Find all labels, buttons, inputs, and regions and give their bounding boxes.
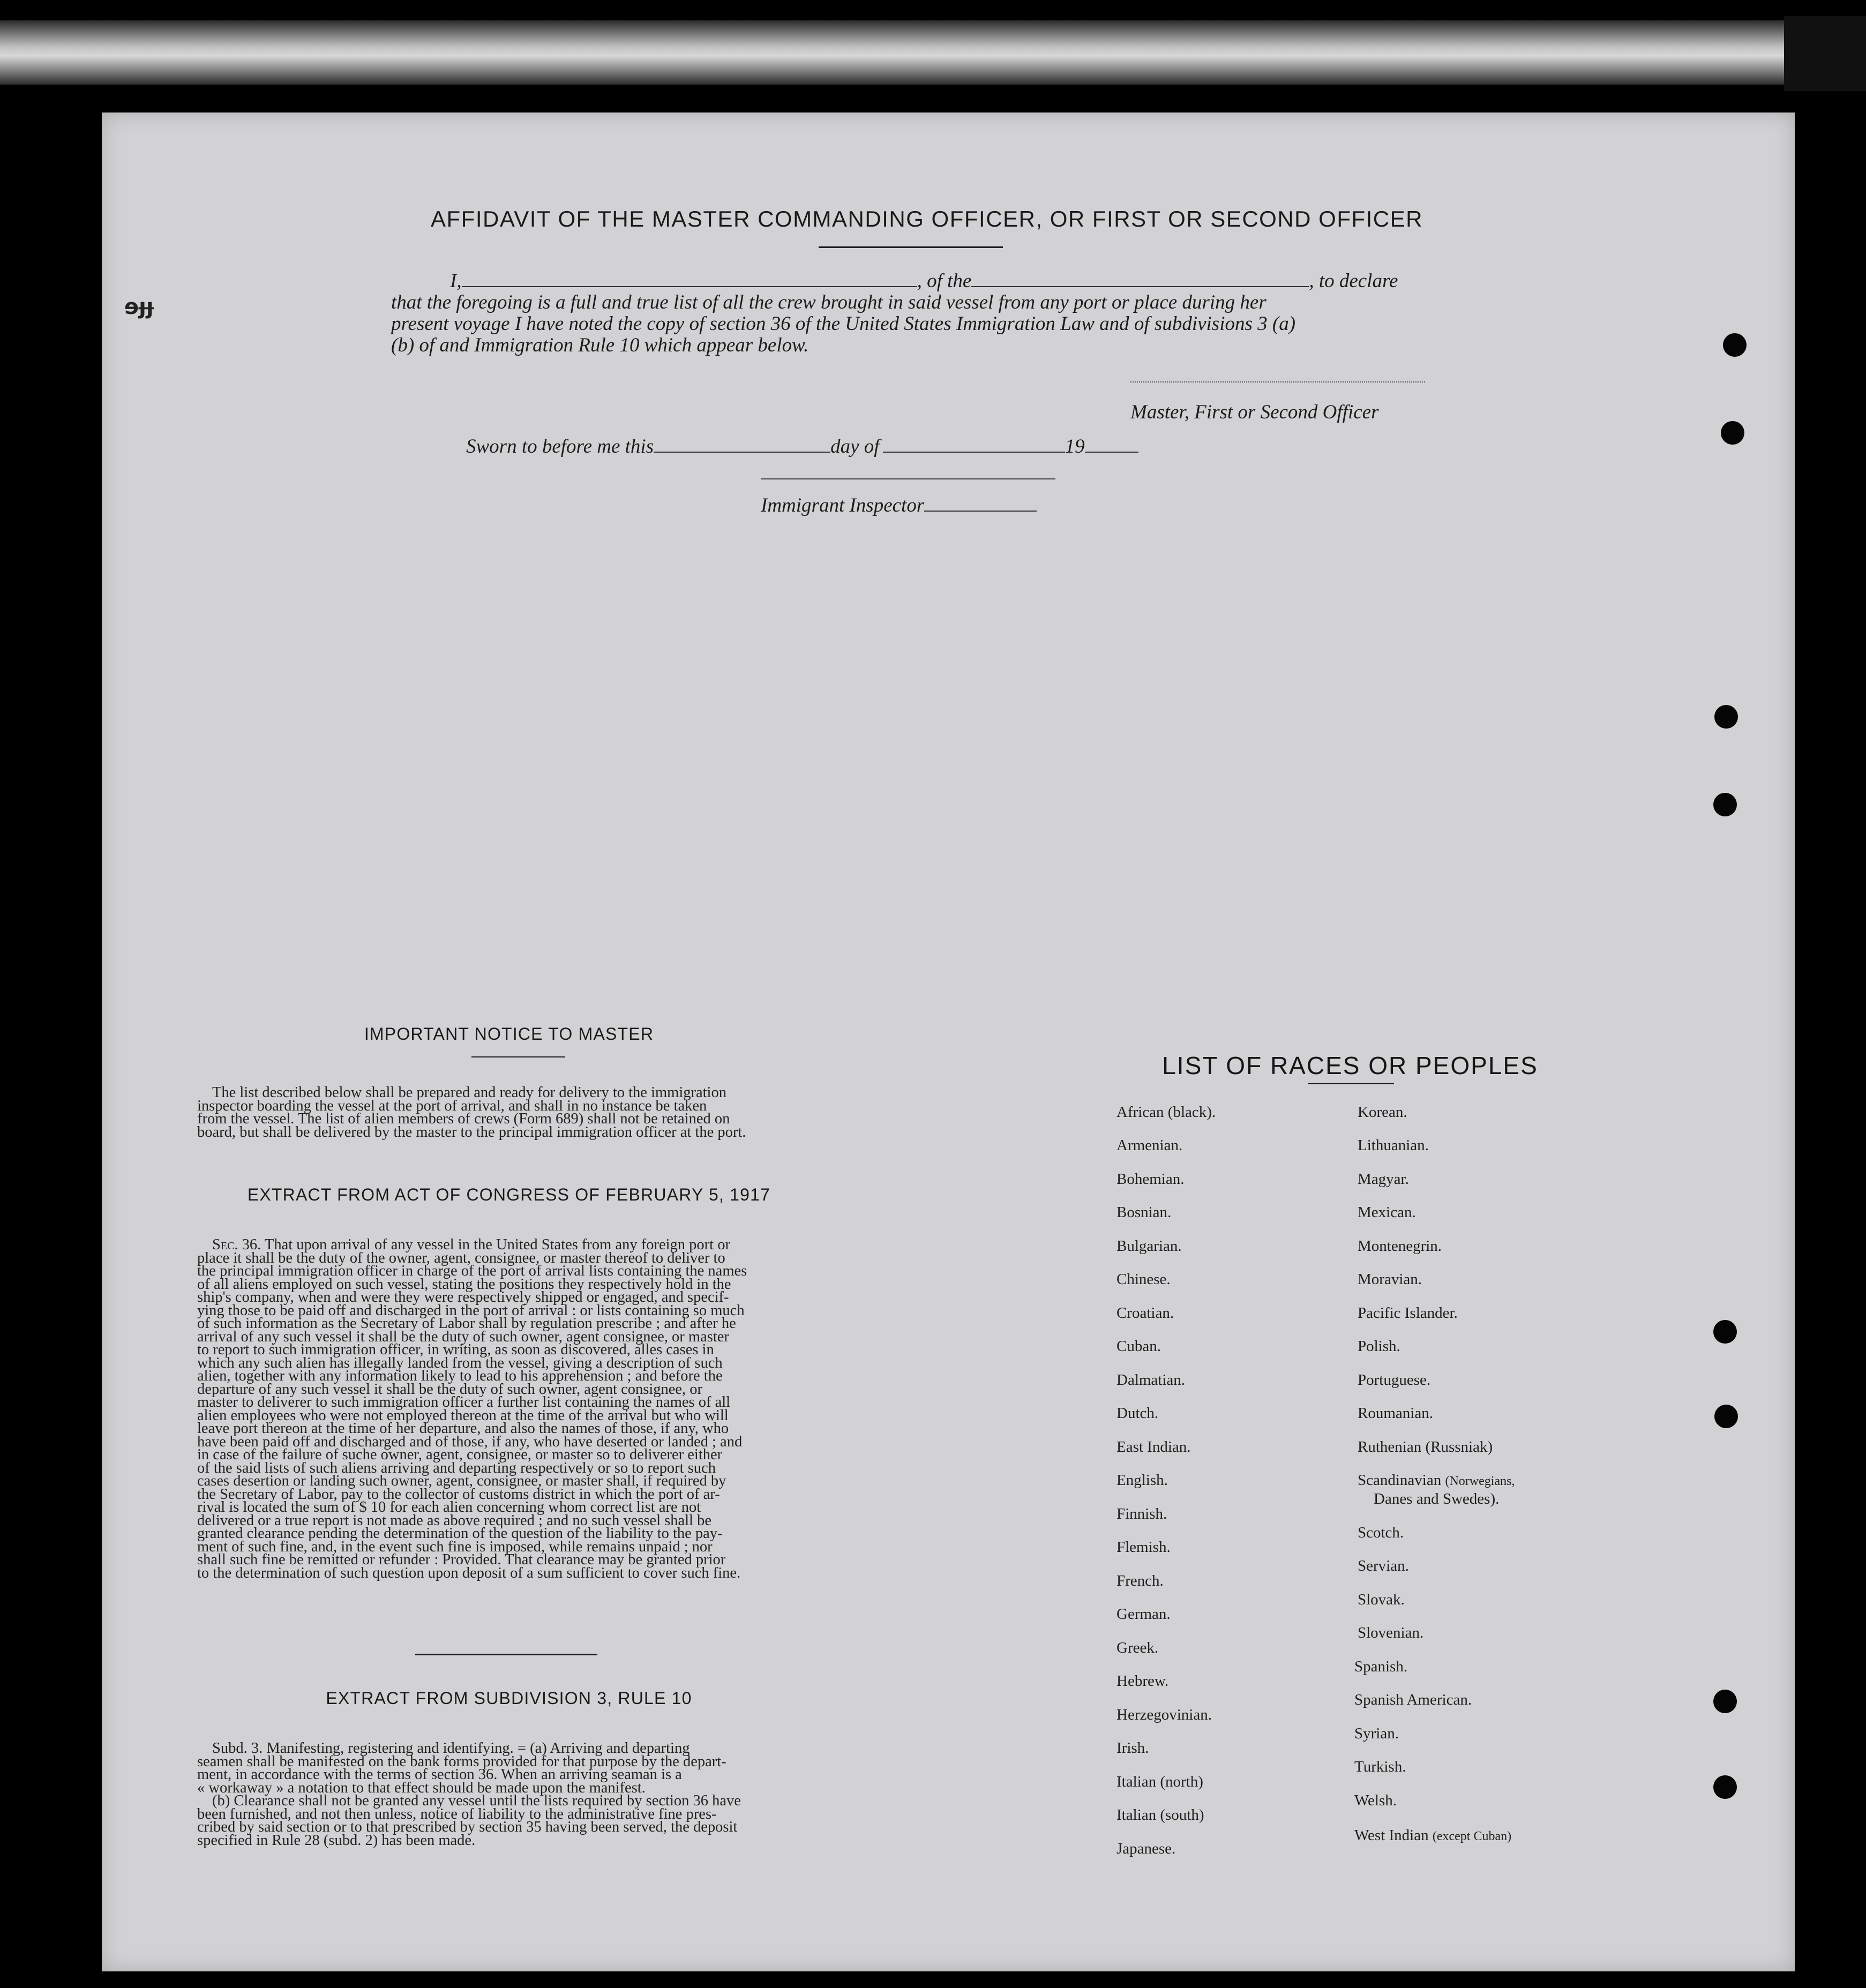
race-item: Bulgarian.	[1116, 1237, 1182, 1255]
act-line: of such information as the Secretary of Labor shall by regulation prescribe ; and after he	[197, 1315, 736, 1332]
act-line: to the determination of such question upon deposit of a sum sufficient to cover such fine.	[197, 1564, 741, 1581]
act-line: in case of the failure of suche owner, agent, consignee, or master so to deliverer either	[197, 1446, 723, 1463]
binder-hole	[1713, 1775, 1737, 1799]
race-item: Chinese.	[1116, 1271, 1171, 1288]
race-item-scandinavian	[1358, 1472, 1515, 1489]
binder-hole	[1714, 705, 1738, 729]
binder-hole	[1713, 793, 1737, 816]
race-item: Italian (north)	[1116, 1773, 1203, 1790]
affidavit-declare: , to declare	[1309, 270, 1398, 292]
affidavit-line-3: present voyage I have noted the copy of section 36 of the United States Immigration Law and of subdivisions 3 (a)	[391, 313, 1296, 335]
race-item: Polish.	[1358, 1338, 1400, 1355]
notice-underline	[471, 1056, 565, 1057]
inspector-signature-line[interactable]	[761, 478, 1055, 479]
rule-body	[197, 1742, 825, 1847]
race-item: Moravian.	[1358, 1271, 1422, 1288]
race-item: Turkish.	[1354, 1758, 1406, 1775]
binder-hole	[1713, 1690, 1737, 1713]
race-west-indian-note: (except Cuban)	[1432, 1829, 1512, 1843]
signature-line[interactable]	[1130, 381, 1425, 382]
affidavit-of-the: , of the	[917, 270, 972, 292]
act-line: place it shall be the duty of the owner, agent, consignee, or master thereof to deliver to	[197, 1249, 725, 1266]
scanner-edge-dark	[1784, 16, 1866, 91]
race-item: Montenegrin.	[1358, 1237, 1442, 1255]
act-line: leave port thereon at the time of her departure, and also the names of those, if any, who	[197, 1420, 729, 1437]
rule-line: specified in Rule 28 (subd. 2) has been made.	[197, 1832, 476, 1849]
title-underline	[819, 246, 1003, 248]
act-line: which any such alien has illegally landed from the vessel, giving a description of such	[197, 1354, 723, 1371]
races-underline	[1308, 1083, 1394, 1084]
race-item: Spanish.	[1354, 1658, 1408, 1675]
race-item: French.	[1116, 1572, 1164, 1589]
race-item: Cuban.	[1116, 1338, 1161, 1355]
rule-line: been furnished, and not then unless, notice of liability to the administrative fine pres-	[197, 1805, 717, 1822]
race-item: Flemish.	[1116, 1539, 1171, 1556]
act-line: delivered or a true report is not made as above required ; and no such vessel shall be	[197, 1512, 711, 1529]
race-item: Lithuanian.	[1358, 1137, 1429, 1154]
act-line: the principal immigration officer in charge of the port of arrival lists containing the names	[197, 1263, 747, 1279]
race-item: East Indian.	[1116, 1438, 1191, 1456]
binder-hole	[1723, 333, 1747, 357]
act-line: alien, together with any information likely to lead to his apprehension ; and before the	[197, 1368, 723, 1384]
affidavit-line-4: (b) of and Immigration Rule 10 which appear below.	[391, 334, 809, 356]
race-item: Bosnian.	[1116, 1204, 1172, 1221]
affidavit-body	[391, 271, 1441, 356]
race-item: Italian (south)	[1116, 1806, 1204, 1824]
race-item: Mexican.	[1358, 1204, 1416, 1221]
act-line: granted clearance pending the determination of the question of the liability to the pay-	[197, 1525, 723, 1542]
rule-line: cribed by said section or to that prescribed by section 35 having been served, the deposit	[197, 1819, 738, 1835]
rule-line: (b) Clearance shall not be granted any vessel until the lists required by section 36 have	[212, 1792, 741, 1809]
act-line: alien employees who were not employed thereon at the time of the arrival but who will	[197, 1407, 729, 1424]
race-item: Welsh.	[1354, 1792, 1397, 1809]
race-item: Portuguese.	[1358, 1371, 1431, 1389]
inspector-line	[761, 494, 1037, 517]
act-line: arrival of any such vessel it shall be the duty of such owner, agent consignee, or master	[197, 1328, 729, 1345]
race-scandinavian-note2: Danes and Swedes).	[1374, 1490, 1500, 1507]
notice-line: board, but shall be delivered by the master to the principal immigration officer at the port.	[197, 1123, 746, 1141]
binder-hole	[1721, 421, 1744, 445]
act-line: to report to such immigration officer, in writing, as soon as discovered, alles cases in	[197, 1341, 714, 1358]
race-item: English.	[1116, 1472, 1168, 1489]
race-item: Dutch.	[1116, 1405, 1159, 1422]
act-heading: EXTRACT FROM ACT OF CONGRESS OF FEBRUARY 5, 1917	[247, 1185, 771, 1204]
act-line: departure of any such vessel it shall be the duty of such owner, agent consignee, or	[197, 1381, 703, 1398]
race-item: Irish.	[1116, 1739, 1149, 1757]
race-item: Spanish American.	[1354, 1691, 1472, 1708]
sworn-prefix: Sworn to before me this	[466, 436, 654, 457]
race-item: Dalmatian.	[1116, 1371, 1186, 1389]
act-divider	[415, 1654, 597, 1655]
binder-hole	[1714, 1405, 1738, 1428]
act-line: the Secretary of Labor, pay to the collector of customs district in which the port of ar-	[197, 1486, 720, 1503]
notice-line: from the vessel. The list of alien members of crews (Form 689) shall not be retained on	[197, 1111, 730, 1127]
rule-line: ment, in accordance with the terms of section 36. When an arriving seaman is a	[197, 1766, 682, 1783]
signature-label: Master, First or Second Officer	[1130, 401, 1379, 423]
race-item: Greek.	[1116, 1639, 1159, 1656]
act-line: shall such fine be remitted or refunder : Provided. That clearance may be granted prior	[197, 1551, 726, 1568]
act-line: ying those to be paid off and discharged in the port of arrival : or lists containing so much	[197, 1302, 745, 1319]
act-section-label: Sec. 36.	[212, 1236, 261, 1253]
sworn-day-of: day of	[830, 436, 880, 457]
inspector-blank[interactable]	[924, 511, 1037, 512]
affidavit-line-2: that the foregoing is a full and true list of all the crew brought in said vessel from any port or place during her	[391, 291, 1267, 313]
race-item: Servian.	[1358, 1557, 1409, 1574]
race-item-west-indian	[1354, 1827, 1511, 1844]
race-scandinavian-note: (Norwegians,	[1445, 1474, 1515, 1488]
rule-line: « workaway » a notation to that effect should be made upon the manifest.	[197, 1779, 646, 1796]
act-line: ship's company, when and were they were respectively shipped or engaged, and specif-	[197, 1289, 729, 1306]
race-scandinavian: Scandinavian	[1358, 1472, 1442, 1489]
race-item: German.	[1116, 1606, 1171, 1623]
name-blank[interactable]	[462, 286, 917, 287]
race-item: Pacific Islander.	[1358, 1304, 1458, 1322]
race-item: Slovenian.	[1358, 1624, 1424, 1641]
race-item: African (black).	[1116, 1104, 1216, 1121]
race-item: Scotch.	[1358, 1524, 1404, 1541]
act-line: have been paid off and discharged and of those, if any, who have deserted or landed ; and	[197, 1433, 743, 1450]
race-item: Korean.	[1358, 1104, 1407, 1121]
scanner-edge-strip	[0, 20, 1866, 85]
act-line: of all aliens employed on such vessel, stating the positions they respectively hold in the	[197, 1276, 731, 1293]
notice-body	[197, 1086, 825, 1139]
act-line: of the said lists of such aliens arriving and departing respectively or so to report such	[197, 1459, 716, 1476]
notice-line: The list described below shall be prepared and ready for delivery to the immigration	[212, 1084, 726, 1101]
sworn-year-blank[interactable]	[1085, 452, 1138, 453]
affidavit-title: AFFIDAVIT OF THE MASTER COMMANDING OFFICER, OR FIRST OR SECOND OFFICER	[431, 206, 1423, 231]
act-line: ment of such fine, and, in the event such fine is imposed, while remains unpaid ; nor	[197, 1538, 713, 1555]
race-item: Magyar.	[1358, 1171, 1409, 1188]
sworn-month-blank[interactable]	[883, 452, 1065, 453]
sworn-day-blank[interactable]	[654, 452, 830, 453]
act-line: cases desertion or landing such owner, agent, consignee, or master shall, if required by	[197, 1473, 726, 1489]
race-item: Ruthenian (Russniak)	[1358, 1438, 1493, 1456]
rule-line: seamen shall be manifested on the bank forms provided for that purpose by the depart-	[197, 1753, 726, 1770]
act-line: master to deliverer to such immigration officer a further list containing the names of all	[197, 1394, 731, 1411]
affidavit-line-1	[391, 271, 1441, 292]
notice-heading: IMPORTANT NOTICE TO MASTER	[364, 1024, 654, 1044]
race-item: Croatian.	[1116, 1304, 1174, 1322]
race-item: Bohemian.	[1116, 1171, 1185, 1188]
margin-note: ɘɟɟ	[124, 295, 154, 319]
race-item: Hebrew.	[1116, 1672, 1169, 1690]
race-item-scandinavian-cont	[1374, 1490, 1499, 1508]
rule-line: Subd. 3. Manifesting, registering and identifying. = (a) Arriving and departing	[212, 1740, 690, 1757]
act-line: That upon arrival of any vessel in the United States from any foreign port or	[264, 1236, 730, 1253]
notice-line: inspector boarding the vessel at the port of arrival, and shall in no instance be taken	[197, 1097, 707, 1114]
sworn-year: 19	[1065, 436, 1085, 457]
race-item: Japanese.	[1116, 1840, 1176, 1857]
race-west-indian: West Indian	[1354, 1827, 1429, 1844]
race-item: Roumanian.	[1358, 1405, 1433, 1422]
binder-hole	[1713, 1320, 1737, 1344]
sworn-line	[466, 435, 1138, 458]
race-item: Armenian.	[1116, 1137, 1183, 1154]
race-item: Slovak.	[1358, 1591, 1405, 1608]
rule-heading: EXTRACT FROM SUBDIVISION 3, RULE 10	[326, 1689, 692, 1708]
race-item: Syrian.	[1354, 1725, 1399, 1742]
vessel-blank[interactable]	[971, 286, 1309, 287]
races-heading: LIST OF RACES OR PEOPLES	[1162, 1052, 1538, 1079]
race-item: Finnish.	[1116, 1505, 1167, 1522]
act-body	[197, 1236, 825, 1581]
affidavit-i: I,	[450, 270, 462, 292]
act-line: rival is located the sum of $ 10 for each alien concerning whom correct list are not	[197, 1499, 701, 1516]
race-item: Herzegovinian.	[1116, 1706, 1212, 1723]
inspector-label: Immigrant Inspector	[761, 494, 925, 516]
